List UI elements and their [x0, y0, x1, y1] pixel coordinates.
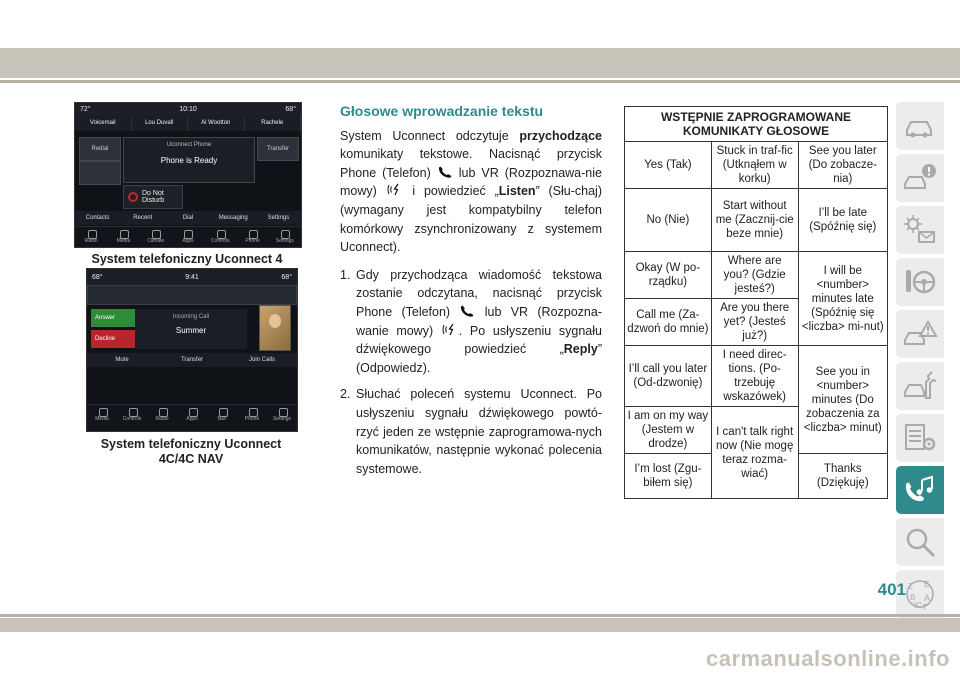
bottom-band — [0, 618, 960, 632]
phone-icon — [437, 166, 453, 178]
app-icon-bar — [75, 226, 301, 247]
menu-settings: Settings — [267, 215, 290, 221]
join-calls-button: Join Calls — [248, 357, 275, 363]
table-cell: See you later (Do zobacze-nia) — [798, 142, 887, 189]
status-clock: 10:10 — [179, 105, 197, 113]
answer-button: Answer — [91, 309, 135, 327]
voice-recognition-icon — [441, 323, 459, 336]
menu-messaging: Messaging — [218, 215, 248, 221]
caption-uconnect4: System telefoniczny Uconnect 4 — [91, 252, 283, 266]
status-temp-left: 72° — [80, 105, 91, 113]
radio-icon: Radio — [147, 405, 177, 431]
table-cell: Okay (W po-rządku) — [625, 252, 712, 299]
do-not-disturb-button: Do Not Disturb — [123, 185, 183, 209]
chapter-tab[interactable] — [896, 362, 944, 410]
status-bar — [75, 103, 301, 115]
table-cell: Where are you? (Gdzie jesteś?) — [711, 252, 798, 299]
page-number: 401 — [877, 580, 906, 599]
climate-icon: Climate — [140, 227, 172, 247]
bottom-rule — [0, 614, 960, 617]
chapter-tab[interactable] — [896, 102, 944, 150]
incoming-call-panel — [135, 309, 247, 349]
table-cell: No (Nie) — [625, 189, 712, 252]
caller-name: Summer — [175, 326, 207, 335]
call-actions-row — [87, 353, 297, 367]
chapter-tab[interactable] — [896, 206, 944, 254]
car-icon — [902, 108, 938, 144]
phone-menu-row — [75, 211, 301, 225]
status-bar — [87, 269, 297, 285]
table-cell: See you in <number> minutes (Do zobaczenia za <liczba> minut) — [798, 346, 887, 454]
table-cell: Call me (Za-dzwoń do mnie) — [625, 299, 712, 346]
svg-text:A: A — [924, 593, 931, 603]
table-cell: I will be <number> minutes late (Spóźnię się <liczba> mi-nut) — [798, 252, 887, 346]
list-item: 1. Gdy przychodząca wiadomość tekstowa zostanie odczytana, nacisnąć przycisk Phone (Telefon) lub VR (Rozpozna-wanie mowy) . Po usłyszeniu sygnału dźwiękowego powiedzieć „Reply” (Odpowiedz). — [340, 267, 602, 375]
phone-icon: Phone — [237, 405, 267, 431]
media-icon: Media — [87, 405, 117, 431]
table-cell: I’m lost (Zgu-biłem się) — [625, 454, 712, 499]
watermark: carmanualsonline.info — [706, 646, 950, 671]
transfer-button: Transfer — [180, 357, 204, 363]
favorites-tabs — [75, 115, 301, 131]
dashboard-lights-icon — [902, 212, 938, 248]
caption-line-1: System telefoniczny Uconnect — [100, 437, 282, 451]
alphabet-index-icon — [902, 576, 938, 612]
table-cell: Are you there yet? (Jesteś już?) — [711, 299, 798, 346]
nav-icon: Nav — [207, 405, 237, 431]
phone-status-panel — [123, 137, 255, 183]
tab-contact-1: Lou Duvall — [132, 115, 189, 131]
tab-contact-3: Rachele — [245, 115, 302, 131]
decline-button: Decline — [91, 330, 135, 348]
steps-list — [340, 266, 602, 479]
controls-icon: Controls — [204, 227, 236, 247]
chapter-tab[interactable] — [896, 154, 944, 202]
wrench-icon — [902, 368, 938, 404]
table-cell: I can't talk right now (Nie mogę teraz rozma-wiać) — [711, 407, 798, 499]
preprogrammed-messages-table — [624, 106, 888, 499]
incoming-label: Incoming Call — [172, 314, 210, 320]
table-cell: I’ll be late (Spóźnię się) — [798, 189, 887, 252]
tab-voicemail: Voicemail — [75, 115, 132, 131]
music-phone-icon — [902, 472, 938, 508]
search-icon — [902, 524, 938, 560]
table-cell: I am on my way (Jestem w drodze) — [625, 407, 712, 454]
menu-recent: Recent — [133, 215, 153, 221]
status-temp-right: 68° — [285, 105, 296, 113]
phone-icon: Phone — [236, 227, 268, 247]
table-cell: I need direc-tions. (Po-trzebuję wskazówek) — [711, 346, 798, 407]
menu-dial: Dial — [182, 215, 194, 221]
settings-icon: Settings — [269, 227, 301, 247]
table-cell: Thanks (Dziękuję) — [798, 454, 887, 499]
chapter-tab[interactable] — [896, 258, 944, 306]
chapter-tab-multimedia[interactable] — [896, 466, 944, 514]
redial-button: Redial — [79, 137, 121, 161]
section-heading: Głosowe wprowadzanie tekstu — [340, 103, 544, 119]
app-icon-bar — [87, 404, 297, 431]
caption-uconnect4c — [74, 437, 308, 467]
controls-icon: Controls — [117, 405, 147, 431]
text-column — [340, 102, 602, 486]
svg-text:B: B — [910, 593, 916, 602]
apps-icon: Apps — [172, 227, 204, 247]
steering-wheel-icon — [902, 264, 938, 300]
chapter-tab[interactable] — [896, 310, 944, 358]
transfer-button: Transfer — [257, 137, 299, 161]
table-cell: Yes (Tak) — [625, 142, 712, 189]
table-cell: Start without me (Zacznij-cie beze mnie) — [711, 189, 798, 252]
table-cell: I’ll call you later (Od-dzwonię) — [625, 346, 712, 407]
intro-paragraph: System Uconnect odczytuje przychodzące komunikaty tekstowe. Nacisnąć przycisk Phone (Telefon) lub VR (Rozpoznawa-nie mowy) i powiedzieć „Listen” (Słu-chaj) (wymagany jest kompatybilny telefon komórkowy zsynchronizowany z systemem Uconnect). — [340, 128, 602, 255]
menu-contacts: Contacts — [85, 215, 110, 221]
svg-text:T: T — [922, 603, 927, 612]
mute-button: Mute — [115, 357, 129, 363]
tab-contact-2: Al Wootton — [188, 115, 245, 131]
table-cell: Stuck in traf-fic (Utknąłem w korku) — [711, 142, 798, 189]
settings-icon: Settings — [267, 405, 297, 431]
phone-title: Uconnect Phone — [166, 142, 212, 148]
uconnect4c-screenshot — [86, 268, 298, 432]
caption-line-2: 4C/4C NAV — [158, 452, 224, 466]
radio-icon: Radio — [75, 227, 107, 247]
caller-photo — [259, 305, 291, 351]
header-strip — [87, 285, 297, 305]
status-temp-right: 68° — [281, 273, 292, 281]
media-icon: Media — [107, 227, 139, 247]
settings-list-icon — [902, 420, 938, 456]
do-not-disturb-icon — [128, 192, 138, 202]
side-button-2 — [79, 161, 121, 185]
table-header: WSTĘPNIE ZAPROGRAMOWANE KOMUNIKATY GŁOSOWE — [625, 107, 888, 142]
status-temp-left: 68° — [92, 273, 103, 281]
phone-status: Phone is Ready — [160, 156, 218, 165]
svg-text:E: E — [924, 580, 930, 589]
phone-icon — [459, 305, 475, 317]
status-clock: 9:41 — [185, 273, 199, 281]
car-warning-icon — [902, 160, 938, 196]
list-item: 2. Słuchać poleceń systemu Uconnect. Po usłyszeniu sygnału dźwiękowego powtó-rzyć jeden ze wstępnie zaprogramowa-nych komunikatów, następnie wykonać polecenia systemowe. — [340, 387, 602, 476]
chapter-tab[interactable] — [896, 414, 944, 462]
apps-icon: Apps — [177, 405, 207, 431]
chapter-tabs — [896, 102, 944, 622]
chapter-tab[interactable] — [896, 518, 944, 566]
uconnect4-screenshot — [74, 102, 302, 248]
svg-text:IC: IC — [914, 601, 922, 610]
svg-text:Z: Z — [908, 582, 913, 591]
top-rule — [0, 80, 960, 83]
top-band — [0, 48, 960, 78]
voice-recognition-icon — [386, 183, 404, 196]
warning-triangle-icon — [902, 316, 938, 352]
